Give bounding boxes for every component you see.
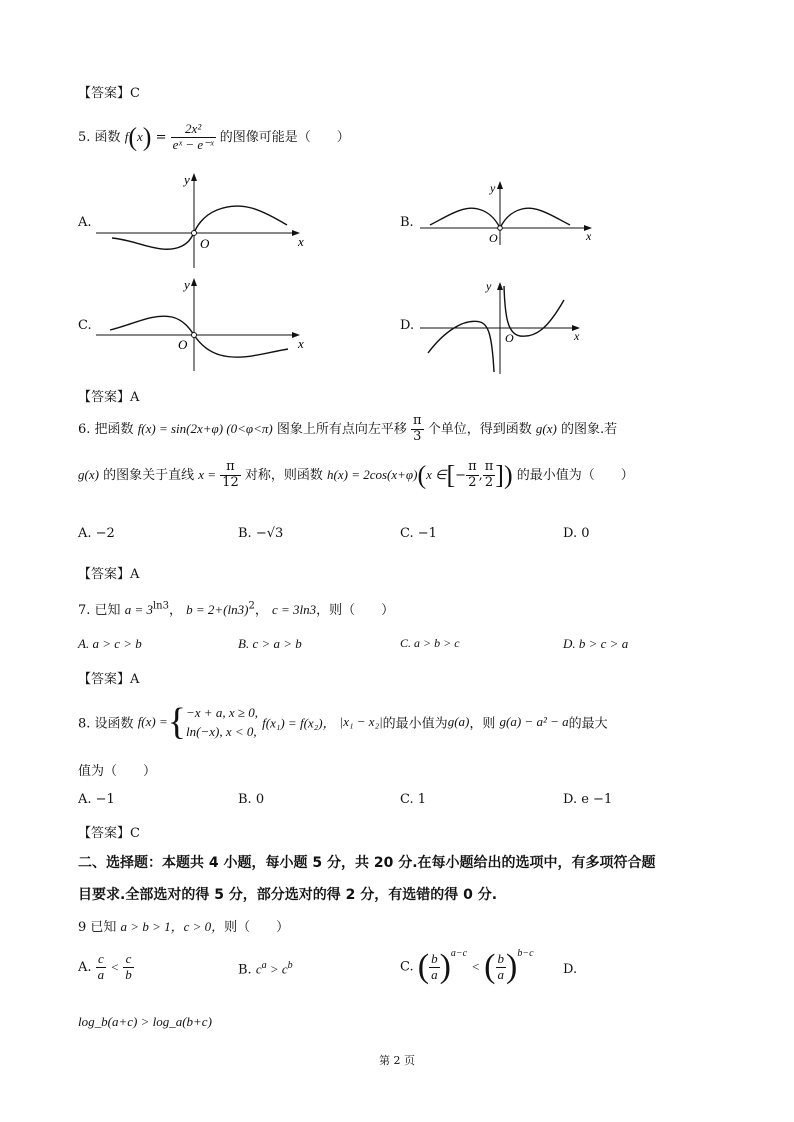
- q9-c-frac1: [429, 952, 440, 983]
- q5-f: f: [124, 128, 129, 144]
- num: π: [468, 459, 477, 474]
- q6-prefix: 6. 把函数: [78, 421, 134, 437]
- q6-text: 图象上所有点向左平移: [276, 421, 407, 437]
- q7-c: c = 3ln3: [271, 602, 317, 617]
- q8-case2: ln(−x), x < 0,: [186, 724, 257, 739]
- section2-heading-line2: 目要求.全部选对的得 5 分，部分选对的得 2 分，有选错的得 0 分.: [78, 887, 498, 903]
- q7-prefix: 7. 已知: [78, 603, 121, 618]
- x-label: x: [574, 329, 580, 343]
- origin-label: O: [489, 231, 498, 245]
- q9-option-a: [78, 952, 134, 983]
- question-6-line1: [78, 414, 617, 445]
- q6-sym-fraction: [220, 460, 241, 491]
- curve-left: [428, 321, 494, 372]
- q9-a-frac2: [123, 952, 134, 983]
- answer-prefix: 【答案】: [78, 826, 131, 841]
- q9-b-base1: c: [255, 961, 262, 977]
- q8-cond: f(x₁) = f(x₂)，: [262, 715, 336, 731]
- answer-q5: [78, 386, 139, 405]
- q8-text2: ，则: [469, 716, 496, 732]
- q6-option-d: D. 0: [563, 526, 590, 541]
- q5-tail: 的图像可能是（ ）: [219, 129, 350, 145]
- y-arrow-icon: [191, 278, 197, 286]
- x-label: x: [298, 234, 304, 249]
- num: π: [484, 459, 494, 474]
- den: 12: [222, 474, 239, 490]
- answer-prefix: 【答案】: [78, 390, 131, 405]
- y-label: y: [490, 181, 496, 195]
- graph-option-b: [418, 175, 598, 255]
- question-8-line2: 值为（ ）: [78, 764, 157, 779]
- q8-text3: 的最大: [568, 716, 608, 732]
- q5-fraction: [171, 122, 216, 153]
- q9-tail: 则（ ）: [224, 920, 290, 935]
- origin-label: O: [178, 337, 188, 352]
- q5-eq: =: [155, 129, 167, 145]
- q6-f-expr: f(x) = sin(2x+φ) (0<φ<π): [137, 420, 273, 436]
- q7-option-c: C. a > b > c: [400, 636, 460, 650]
- den: 2: [484, 474, 494, 490]
- q5-numerator: 2x²: [171, 122, 216, 138]
- q6-text6: 的最小值为（ ）: [516, 467, 634, 483]
- den: 2: [468, 474, 477, 490]
- q6-option-a: A. −2: [78, 526, 115, 541]
- q9-option-d-expr: log_b(a+c) > log_a(b+c): [78, 1014, 212, 1029]
- curve-right: [504, 286, 564, 336]
- q9-option-d-label: D.: [563, 962, 578, 977]
- option-c-label: C.: [78, 318, 92, 333]
- num: π: [220, 460, 241, 476]
- option-d-label: D.: [400, 318, 415, 333]
- q7-option-d: D. b > c > a: [563, 636, 629, 651]
- q8-f: f(x) =: [137, 714, 168, 729]
- q9-prefix: 9 已知: [78, 920, 117, 935]
- q9-cond: a > b > 1，c > 0，: [120, 919, 225, 934]
- q5-x: x: [136, 128, 143, 144]
- den: a: [431, 966, 438, 982]
- q6-g: g(x): [535, 420, 557, 436]
- den: b: [125, 966, 132, 982]
- q6-text5: 对称，则函数: [244, 467, 323, 483]
- origin-label: O: [505, 331, 514, 345]
- q6-text4: 的图象关于直线: [103, 467, 195, 483]
- q9-a-frac1: [96, 952, 107, 983]
- y-arrow-icon: [191, 173, 197, 181]
- q9-c-lt: <: [471, 959, 481, 974]
- q9-option-b-label: B.: [238, 962, 252, 978]
- q5-number: 5. 函数: [78, 129, 121, 145]
- q8-option-a: A. −1: [78, 792, 115, 807]
- num: c: [123, 952, 134, 968]
- den: 3: [413, 428, 422, 444]
- page-footer: 第 2 页: [379, 1054, 415, 1067]
- den: a: [97, 966, 105, 982]
- q9-a-lt: <: [110, 959, 120, 975]
- q9-b-exp2: b: [287, 960, 293, 971]
- q8-abs: |x₁ − x₂|: [339, 714, 383, 729]
- q7-tail: ，则（ ）: [316, 603, 395, 618]
- graph-option-c: [92, 275, 312, 375]
- answer-q7: [78, 668, 139, 687]
- q9-c-frac2: [496, 952, 507, 983]
- origin-hole: [192, 231, 197, 236]
- q6-int-b: [483, 460, 496, 491]
- answer-value: A: [130, 672, 140, 687]
- q7-a: a = 3: [124, 602, 153, 617]
- q6-h-expr: h(x) = 2cos(x+φ): [327, 466, 418, 482]
- q9-c-exp2: b−c: [517, 948, 534, 959]
- answer-q4: [78, 82, 140, 101]
- q6-shift-fraction: [411, 414, 424, 445]
- answer-value: C: [130, 86, 140, 101]
- answer-prefix: 【答案】: [78, 672, 131, 687]
- curve: [110, 316, 288, 357]
- q6-text3: 的图象.若: [560, 421, 618, 437]
- answer-value: A: [130, 567, 140, 582]
- q8-ga: g(a): [447, 714, 470, 729]
- origin-hole: [192, 333, 197, 338]
- option-b-label: B.: [400, 215, 414, 230]
- origin-hole: [498, 226, 503, 231]
- q8-prefix: 8. 设函数: [78, 716, 134, 732]
- option-a-label: A.: [78, 215, 92, 230]
- q6-x-eq: x =: [198, 466, 217, 482]
- question-8-line1: 8. 设函数 f(x) ={ −x + a, x ≥ 0, ln(−x), x < 0, f(x₁) = f(x₂)， |x₁ − x₂|的最小值为g(a)，则 g(a) − a² − a的最大: [78, 701, 608, 743]
- num: b: [497, 950, 504, 966]
- q6-text2: 个单位，得到函数: [427, 421, 532, 437]
- q9-option-c: C. ( $\frac{b}{a}$ )$^{a-c}$ < ( $\frac{b}{a}$ )$^{b-c}$: [400, 948, 534, 985]
- graph-option-a: [92, 170, 312, 270]
- q9-b-base2: > c: [266, 961, 288, 977]
- q8-option-d: D. e −1: [563, 792, 613, 807]
- answer-prefix: 【答案】: [78, 86, 131, 101]
- q6-int-a: [466, 460, 479, 491]
- q9-option-a-label: A.: [78, 959, 92, 975]
- q9-c-exp1: a−c: [450, 948, 468, 959]
- q8-option-b: B. 0: [238, 792, 265, 807]
- answer-q8: [78, 822, 140, 841]
- q5-denominator: eˣ − e⁻ˣ: [172, 136, 214, 152]
- answer-prefix: 【答案】: [78, 567, 131, 582]
- q7-b-exp: 2: [248, 600, 255, 612]
- y-label: y: [486, 279, 492, 293]
- q8-cases: [186, 703, 258, 742]
- question-5-stem: 5. 函数 f(x) = $\frac{\text{2x²}}{\text{eˣ − e⁻ˣ}}$ 的图像可能是（ ）: [78, 121, 350, 152]
- num: c: [96, 952, 107, 968]
- q6-g2: g(x): [78, 466, 99, 482]
- num: b: [431, 950, 438, 966]
- q8-option-c: C. 1: [400, 792, 427, 807]
- section2-heading-line1: 二、选择题：本题共 4 小题，每小题 5 分，共 20 分.在每小题给出的选项中，有多项符合题: [78, 855, 656, 871]
- y-arrow-icon: [497, 181, 503, 189]
- q8-case1: −x + a, x ≥ 0,: [186, 704, 258, 720]
- q7-b: b = 2+(ln3): [186, 602, 249, 617]
- answer-value: C: [130, 826, 140, 841]
- q7-option-a: A. a > c > b: [78, 636, 142, 651]
- answer-q6: [78, 563, 139, 582]
- q8-expr: g(a) − a² − a: [499, 714, 569, 729]
- q6-option-b: B. −√3: [238, 526, 284, 541]
- q9-option-b: [238, 960, 293, 977]
- q8-text: 的最小值为: [382, 716, 448, 732]
- graph-option-d: [418, 278, 588, 378]
- question-7-stem: 7. 已知 $a = 3^{ln3}$， $b = 2+(\ln 3)^2$， c = 3ln3，则（ ）: [78, 600, 395, 618]
- q7-option-b: B. c > a > b: [238, 636, 302, 651]
- x-label: x: [298, 336, 304, 351]
- origin-label: O: [200, 236, 210, 251]
- question-9-stem: [78, 916, 289, 935]
- y-label: y: [184, 277, 190, 292]
- x-label: x: [586, 229, 592, 243]
- answer-value: A: [130, 390, 140, 405]
- q9-option-c-label: C.: [400, 959, 414, 975]
- question-6-line2: g(x) 的图象关于直线 x = $\frac{\pi}{12}$ 对称，则函数 h(x) = 2cos(x+φ)(x ∈[− $\frac{\pi}{2}$ , $\frac{\pi}{2}$ ]) 的最小值为（ ）: [78, 459, 634, 490]
- q6-option-c: C. −1: [400, 526, 437, 541]
- num: π: [413, 413, 422, 428]
- q9-b-exp1: a: [261, 960, 267, 971]
- y-arrow-icon: [497, 282, 503, 290]
- den: a: [497, 966, 504, 982]
- y-label: y: [184, 172, 190, 187]
- q6-in: x ∈: [426, 466, 447, 482]
- q7-a-exp: ln3: [152, 600, 169, 612]
